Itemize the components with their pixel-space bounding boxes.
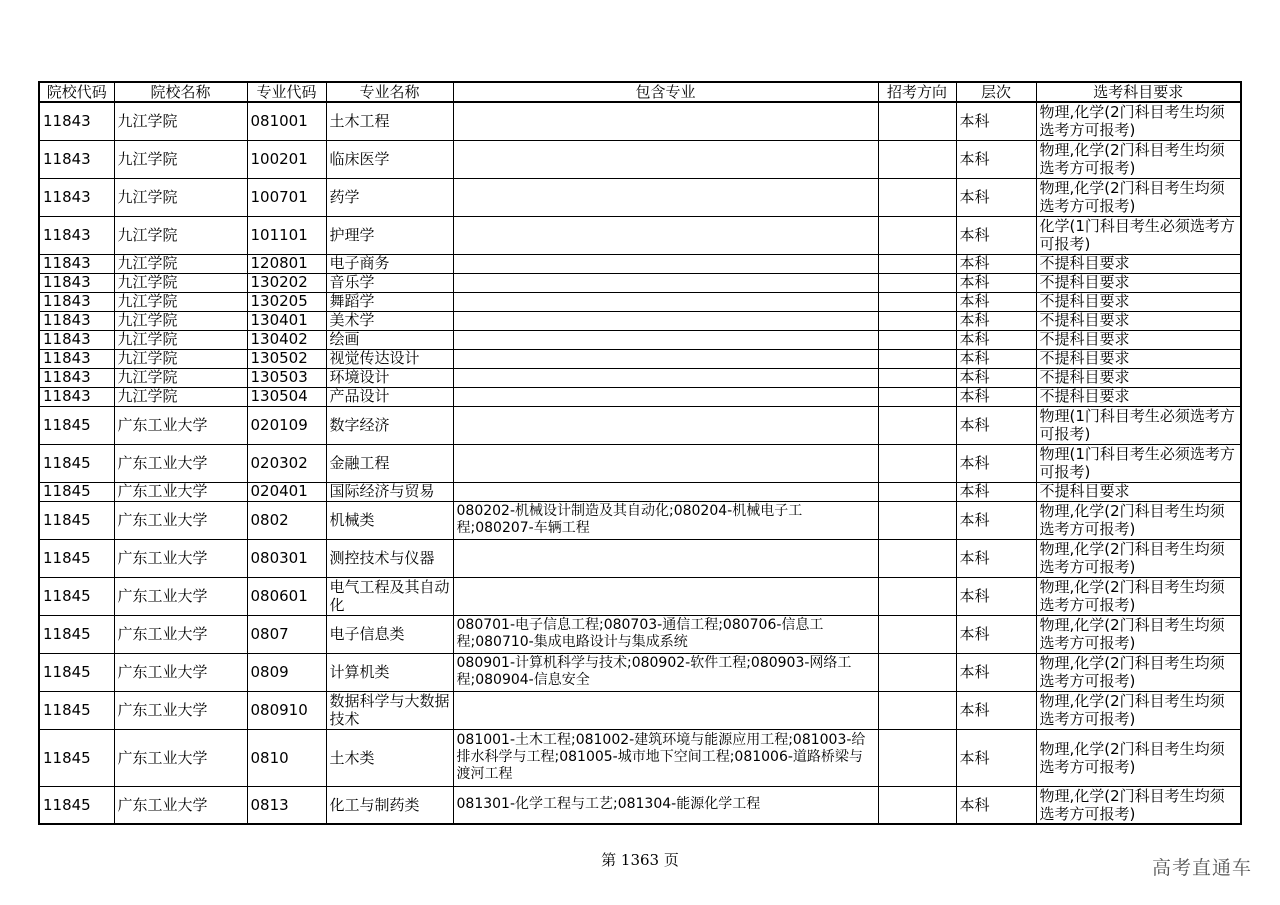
cell-major-code: 0810 (247, 729, 326, 786)
cell-included-majors: 080701-电子信息工程;080703-通信工程;080706-信息工程;080710-集成电路设计与集成系统 (453, 615, 878, 653)
cell-major-name: 音乐学 (326, 273, 453, 292)
cell-level: 本科 (956, 482, 1036, 501)
cell-major-name: 护理学 (326, 216, 453, 254)
cell-major-code: 080910 (247, 691, 326, 729)
header-included-majors: 包含专业 (453, 82, 878, 102)
cell-direction (878, 444, 956, 482)
table-row (39, 349, 1241, 368)
cell-school-name: 广东工业大学 (114, 729, 247, 786)
cell-level: 本科 (956, 178, 1036, 216)
cell-school-name: 广东工业大学 (114, 482, 247, 501)
cell-included-majors (453, 292, 878, 311)
table-row (39, 482, 1241, 501)
cell-school-code: 11845 (39, 501, 114, 539)
cell-subject-requirement: 物理,化学(2门科目考生均须选考方可报考) (1036, 178, 1241, 216)
cell-included-majors (453, 387, 878, 406)
cell-major-code: 100201 (247, 140, 326, 178)
cell-major-name: 测控技术与仪器 (326, 539, 453, 577)
table-row (39, 501, 1241, 539)
cell-level: 本科 (956, 444, 1036, 482)
cell-subject-requirement: 不提科目要求 (1036, 387, 1241, 406)
cell-level: 本科 (956, 577, 1036, 615)
table-row (39, 653, 1241, 691)
table-row (39, 387, 1241, 406)
cell-included-majors (453, 368, 878, 387)
cell-major-name: 机械类 (326, 501, 453, 539)
cell-school-code: 11845 (39, 539, 114, 577)
cell-level: 本科 (956, 691, 1036, 729)
cell-school-code: 11845 (39, 482, 114, 501)
cell-major-name: 临床医学 (326, 140, 453, 178)
cell-major-code: 080601 (247, 577, 326, 615)
header-school-name: 院校名称 (114, 82, 247, 102)
cell-major-name: 计算机类 (326, 653, 453, 691)
cell-subject-requirement: 物理,化学(2门科目考生均须选考方可报考) (1036, 539, 1241, 577)
cell-subject-requirement: 物理(1门科目考生必须选考方可报考) (1036, 444, 1241, 482)
cell-school-name: 九江学院 (114, 311, 247, 330)
cell-school-name: 九江学院 (114, 254, 247, 273)
cell-included-majors (453, 482, 878, 501)
cell-included-majors (453, 349, 878, 368)
header-major-code: 专业代码 (247, 82, 326, 102)
table-row (39, 615, 1241, 653)
cell-level: 本科 (956, 102, 1036, 140)
cell-subject-requirement: 不提科目要求 (1036, 368, 1241, 387)
cell-direction (878, 786, 956, 824)
cell-major-name: 视觉传达设计 (326, 349, 453, 368)
cell-included-majors (453, 539, 878, 577)
cell-school-name: 九江学院 (114, 102, 247, 140)
cell-subject-requirement: 不提科目要求 (1036, 330, 1241, 349)
cell-major-name: 土木类 (326, 729, 453, 786)
cell-school-name: 九江学院 (114, 273, 247, 292)
cell-level: 本科 (956, 273, 1036, 292)
cell-school-code: 11845 (39, 615, 114, 653)
table-row (39, 444, 1241, 482)
header-level: 层次 (956, 82, 1036, 102)
cell-included-majors (453, 273, 878, 292)
table-row (39, 273, 1241, 292)
cell-school-code: 11843 (39, 273, 114, 292)
cell-included-majors (453, 254, 878, 273)
table-row (39, 102, 1241, 140)
cell-major-code: 130502 (247, 349, 326, 368)
cell-major-code: 080301 (247, 539, 326, 577)
cell-major-code: 100701 (247, 178, 326, 216)
cell-major-name: 土木工程 (326, 102, 453, 140)
cell-direction (878, 501, 956, 539)
cell-school-code: 11845 (39, 729, 114, 786)
cell-direction (878, 140, 956, 178)
cell-major-code: 0807 (247, 615, 326, 653)
cell-direction (878, 539, 956, 577)
cell-direction (878, 368, 956, 387)
cell-level: 本科 (956, 653, 1036, 691)
cell-school-name: 广东工业大学 (114, 406, 247, 444)
cell-school-name: 九江学院 (114, 178, 247, 216)
cell-major-name: 药学 (326, 178, 453, 216)
cell-included-majors (453, 330, 878, 349)
cell-direction (878, 254, 956, 273)
cell-level: 本科 (956, 311, 1036, 330)
cell-level: 本科 (956, 292, 1036, 311)
cell-subject-requirement: 物理,化学(2门科目考生均须选考方可报考) (1036, 786, 1241, 824)
cell-direction (878, 216, 956, 254)
cell-level: 本科 (956, 615, 1036, 653)
table-row (39, 140, 1241, 178)
page-number: 第 1363 页 (601, 851, 679, 869)
cell-major-name: 数据科学与大数据技术 (326, 691, 453, 729)
cell-major-code: 130402 (247, 330, 326, 349)
cell-school-code: 11843 (39, 140, 114, 178)
cell-major-code: 130401 (247, 311, 326, 330)
cell-major-code: 0809 (247, 653, 326, 691)
cell-school-code: 11845 (39, 577, 114, 615)
cell-major-code: 120801 (247, 254, 326, 273)
cell-major-code: 020401 (247, 482, 326, 501)
table-row (39, 406, 1241, 444)
table-row (39, 311, 1241, 330)
cell-level: 本科 (956, 501, 1036, 539)
header-direction: 招考方向 (878, 82, 956, 102)
table-row (39, 729, 1241, 786)
cell-major-name: 电气工程及其自动化 (326, 577, 453, 615)
cell-school-name: 九江学院 (114, 387, 247, 406)
cell-school-code: 11843 (39, 254, 114, 273)
cell-subject-requirement: 物理,化学(2门科目考生均须选考方可报考) (1036, 615, 1241, 653)
cell-subject-requirement: 化学(1门科目考生必须选考方可报考) (1036, 216, 1241, 254)
cell-school-name: 九江学院 (114, 349, 247, 368)
cell-major-name: 环境设计 (326, 368, 453, 387)
cell-included-majors (453, 577, 878, 615)
cell-school-code: 11843 (39, 387, 114, 406)
cell-subject-requirement: 物理,化学(2门科目考生均须选考方可报考) (1036, 691, 1241, 729)
table-row (39, 254, 1241, 273)
cell-school-code: 11845 (39, 444, 114, 482)
cell-subject-requirement: 不提科目要求 (1036, 482, 1241, 501)
cell-school-name: 广东工业大学 (114, 653, 247, 691)
cell-major-code: 130202 (247, 273, 326, 292)
cell-major-name: 化工与制药类 (326, 786, 453, 824)
cell-major-name: 电子商务 (326, 254, 453, 273)
cell-direction (878, 387, 956, 406)
cell-school-name: 广东工业大学 (114, 615, 247, 653)
cell-major-code: 081001 (247, 102, 326, 140)
cell-major-name: 国际经济与贸易 (326, 482, 453, 501)
cell-major-name: 金融工程 (326, 444, 453, 482)
table-row (39, 292, 1241, 311)
cell-school-name: 广东工业大学 (114, 501, 247, 539)
cell-school-code: 11843 (39, 330, 114, 349)
watermark-logo: 高考直通车 (1151, 857, 1252, 879)
table-row (39, 330, 1241, 349)
cell-school-name: 广东工业大学 (114, 691, 247, 729)
cell-level: 本科 (956, 254, 1036, 273)
cell-major-name: 产品设计 (326, 387, 453, 406)
cell-major-name: 数字经济 (326, 406, 453, 444)
cell-major-code: 020302 (247, 444, 326, 482)
table-row (39, 178, 1241, 216)
cell-school-code: 11843 (39, 178, 114, 216)
cell-level: 本科 (956, 406, 1036, 444)
cell-subject-requirement: 物理,化学(2门科目考生均须选考方可报考) (1036, 102, 1241, 140)
admission-requirements-table (38, 81, 1242, 825)
header-school-code: 院校代码 (39, 82, 114, 102)
cell-included-majors (453, 311, 878, 330)
cell-direction (878, 482, 956, 501)
cell-school-name: 九江学院 (114, 216, 247, 254)
cell-included-majors (453, 691, 878, 729)
cell-included-majors: 081301-化学工程与工艺;081304-能源化学工程 (453, 786, 878, 824)
cell-level: 本科 (956, 729, 1036, 786)
cell-major-code: 0802 (247, 501, 326, 539)
table-row (39, 539, 1241, 577)
cell-major-name: 电子信息类 (326, 615, 453, 653)
table-row (39, 216, 1241, 254)
cell-direction (878, 406, 956, 444)
cell-subject-requirement: 不提科目要求 (1036, 254, 1241, 273)
cell-school-name: 广东工业大学 (114, 577, 247, 615)
cell-major-name: 绘画 (326, 330, 453, 349)
table-row (39, 691, 1241, 729)
cell-subject-requirement: 物理,化学(2门科目考生均须选考方可报考) (1036, 140, 1241, 178)
cell-school-code: 11845 (39, 786, 114, 824)
cell-school-name: 九江学院 (114, 140, 247, 178)
cell-school-name: 广东工业大学 (114, 444, 247, 482)
cell-level: 本科 (956, 387, 1036, 406)
cell-direction (878, 330, 956, 349)
cell-subject-requirement: 物理(1门科目考生必须选考方可报考) (1036, 406, 1241, 444)
cell-school-name: 九江学院 (114, 330, 247, 349)
cell-major-code: 130504 (247, 387, 326, 406)
cell-direction (878, 691, 956, 729)
cell-major-code: 0813 (247, 786, 326, 824)
cell-school-code: 11843 (39, 349, 114, 368)
header-subject-requirement: 选考科目要求 (1036, 82, 1241, 102)
cell-included-majors: 081001-土木工程;081002-建筑环境与能源应用工程;081003-给排水科学与工程;081005-城市地下空间工程;081006-道路桥梁与渡河工程 (453, 729, 878, 786)
cell-level: 本科 (956, 786, 1036, 824)
cell-subject-requirement: 物理,化学(2门科目考生均须选考方可报考) (1036, 577, 1241, 615)
cell-subject-requirement: 物理,化学(2门科目考生均须选考方可报考) (1036, 653, 1241, 691)
cell-school-code: 11843 (39, 292, 114, 311)
cell-school-code: 11843 (39, 216, 114, 254)
cell-direction (878, 311, 956, 330)
cell-level: 本科 (956, 140, 1036, 178)
cell-included-majors (453, 140, 878, 178)
cell-direction (878, 615, 956, 653)
cell-school-code: 11843 (39, 311, 114, 330)
cell-direction (878, 273, 956, 292)
cell-school-name: 九江学院 (114, 292, 247, 311)
cell-major-code: 130205 (247, 292, 326, 311)
cell-level: 本科 (956, 368, 1036, 387)
cell-school-code: 11845 (39, 406, 114, 444)
cell-school-code: 11845 (39, 691, 114, 729)
cell-subject-requirement: 不提科目要求 (1036, 349, 1241, 368)
table-row (39, 786, 1241, 824)
cell-included-majors: 080901-计算机科学与技术;080902-软件工程;080903-网络工程;080904-信息安全 (453, 653, 878, 691)
cell-subject-requirement: 物理,化学(2门科目考生均须选考方可报考) (1036, 729, 1241, 786)
cell-direction (878, 577, 956, 615)
cell-included-majors (453, 216, 878, 254)
cell-school-name: 九江学院 (114, 368, 247, 387)
table-row (39, 368, 1241, 387)
cell-school-code: 11845 (39, 653, 114, 691)
cell-included-majors (453, 178, 878, 216)
cell-school-name: 广东工业大学 (114, 539, 247, 577)
cell-level: 本科 (956, 330, 1036, 349)
cell-major-code: 130503 (247, 368, 326, 387)
cell-level: 本科 (956, 349, 1036, 368)
cell-level: 本科 (956, 539, 1036, 577)
header-major-name: 专业名称 (326, 82, 453, 102)
cell-included-majors (453, 102, 878, 140)
cell-direction (878, 653, 956, 691)
cell-subject-requirement: 不提科目要求 (1036, 311, 1241, 330)
cell-major-name: 美术学 (326, 311, 453, 330)
cell-major-name: 舞蹈学 (326, 292, 453, 311)
cell-included-majors: 080202-机械设计制造及其自动化;080204-机械电子工程;080207-车辆工程 (453, 501, 878, 539)
cell-level: 本科 (956, 216, 1036, 254)
cell-school-code: 11843 (39, 102, 114, 140)
cell-direction (878, 292, 956, 311)
cell-school-code: 11843 (39, 368, 114, 387)
cell-direction (878, 178, 956, 216)
cell-direction (878, 102, 956, 140)
table-row (39, 577, 1241, 615)
cell-subject-requirement: 物理,化学(2门科目考生均须选考方可报考) (1036, 501, 1241, 539)
cell-direction (878, 729, 956, 786)
cell-included-majors (453, 406, 878, 444)
cell-subject-requirement: 不提科目要求 (1036, 292, 1241, 311)
cell-direction (878, 349, 956, 368)
cell-subject-requirement: 不提科目要求 (1036, 273, 1241, 292)
cell-included-majors (453, 444, 878, 482)
cell-school-name: 广东工业大学 (114, 786, 247, 824)
cell-major-code: 020109 (247, 406, 326, 444)
header-row (39, 82, 1241, 102)
cell-major-code: 101101 (247, 216, 326, 254)
